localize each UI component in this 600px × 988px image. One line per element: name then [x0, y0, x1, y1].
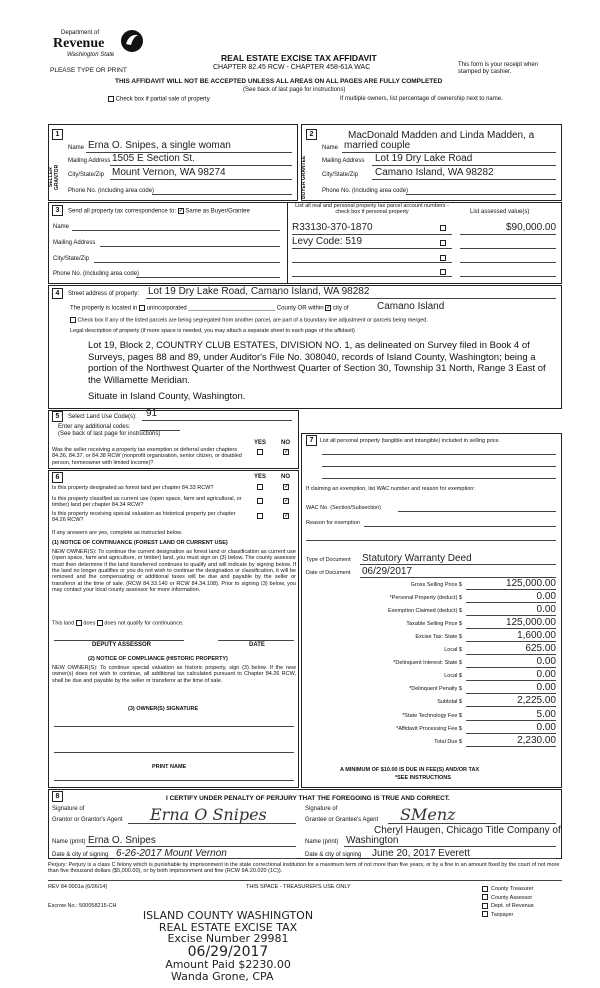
seller-city-label: City/State/Zip — [68, 172, 105, 178]
land-use-value[interactable]: 91 — [146, 408, 158, 419]
parcel-2-personal-checkbox[interactable] — [440, 240, 446, 247]
tax-row-label: *State Technology Fee $ — [402, 712, 462, 719]
doc-date-label: Date of Document — [306, 570, 351, 576]
stamp-line-6: Wanda Grone, CPA — [171, 969, 274, 983]
correspondence-name-label: Name — [53, 224, 70, 230]
distribution-checks — [482, 886, 534, 920]
tax-row-line — [466, 589, 556, 590]
personal-property-label: List all personal property (tangible and intangible) included in selling price. — [320, 438, 501, 444]
same-as-buyer-checkbox[interactable]: ✓ — [178, 208, 184, 214]
sec6-q2-yes[interactable] — [257, 498, 263, 505]
grantor-name-value[interactable]: Erna O. Snipes — [88, 835, 156, 846]
tax-row-value[interactable]: 2,230.00 — [517, 734, 556, 746]
sec6-no-header: NO — [281, 474, 290, 480]
distribution-checkbox[interactable] — [482, 886, 488, 892]
sec6-q1: Is this property designated as forest land per chapter 84.33 RCW? — [52, 485, 214, 491]
partial-sale-checkbox-row[interactable]: Check box if partial sale of property — [108, 96, 210, 103]
wac-label: WAC No. (Section/Subsection) — [306, 505, 381, 511]
parcel-1-value[interactable]: R33130-370-1870 — [292, 222, 373, 233]
sec6-if-yes: If any answers are yes, complete as instructed below. — [52, 530, 183, 536]
additional-codes-label: Enter any additional codes: — [58, 424, 131, 430]
tax-row-value[interactable]: 0.00 — [536, 682, 556, 694]
sec6-q2-no[interactable]: ✓ — [284, 498, 290, 504]
section-8-number: 8 — [52, 791, 63, 802]
stamp-line-3: Excise Number 29981 — [167, 932, 289, 946]
buyer-city-label: City/State/Zip — [322, 172, 359, 178]
date-label: DATE — [249, 642, 265, 648]
tax-row-label: Local $ — [444, 673, 462, 680]
rev-number: REV 84 0001a (6/26/14) — [48, 884, 108, 890]
tax-row-label: *Affidavit Processing Fee $ — [396, 725, 462, 732]
notice2-text: NEW OWNER(S): To continue special valuation as historic property, sign (3) below. If the new owner(s) does not wish to continue, all additional tax calculated pursuant to Chapter 84.26 RCW, shall be due and payable by the seller or transferor at the time of sale. — [52, 665, 296, 684]
perjury-notice: Perjury: Perjury is a class C felony which is punishable by imprisonment in the state correctional institution for a maximum term of not more than five years, or by a fine in an amount fixed by the court of not more than five thousand dollars ($5,000.00), or by both imprisonment and fine (RCW 9A.20.020 (1C)). — [48, 862, 560, 875]
notice1-text: NEW OWNER(S): To continue the current designation as forest land or classification as current use (open space, farm and agriculture, or timber) land, you must sign on (3) below. The county assessor must then determine if the land transferred continues to qualify and will indicate by signing below. If the land no longer qualifies or you do not wish to continue the designation or classification, it will be removed and the compensating or additional taxes will be due and payable by the seller or transferor at the time of sale. (RCW 84.33.140 or RCW 84.34.108). Prior to signing (3) below, you may contact your local county assessor for more information. — [52, 549, 296, 593]
grantor-agent-label: Grantor or Grantor's Agent — [52, 817, 123, 823]
land-use-label: Select Land Use Code(s): — [68, 414, 137, 420]
grantee-agent-label: Grantee or Grantee's Agent — [305, 817, 379, 823]
tax-row-value[interactable]: 0.00 — [536, 721, 556, 733]
sec6-q1-no[interactable]: ✓ — [284, 484, 290, 490]
section-4-number: 4 — [52, 288, 63, 299]
multiple-owners-note: If multiple owners, list percentage of ownership next to name. — [340, 96, 503, 102]
sec6-q3: Is this property receiving special valuation as historical property per chapter 84.26 RCW? — [52, 511, 236, 524]
stamp-line-5: Amount Paid $2230.00 — [165, 958, 291, 972]
buyer-mailing-value[interactable]: Lot 19 Dry Lake Road — [375, 153, 473, 164]
reason-label: Reason for exemption — [306, 520, 360, 526]
parcel-header: List all real and personal property tax parcel account numbers - check box if personal property — [295, 203, 449, 216]
unincorporated-checkbox[interactable] — [139, 305, 145, 311]
treasurer-stamp — [128, 910, 328, 982]
doc-type-value[interactable]: Statutory Warranty Deed — [362, 553, 472, 564]
see-back-note: (See back of last page for instructions) — [243, 87, 346, 93]
section-6-number: 6 — [52, 472, 63, 483]
distribution-check-label: Taxpayer — [491, 911, 514, 918]
sec5-see-back: (See back of last page for instructions) — [58, 431, 161, 437]
tax-row-value[interactable]: 0.00 — [536, 669, 556, 681]
sec6-q3-yes[interactable] — [257, 513, 263, 520]
tax-row-label: *Personal Property (deduct) $ — [389, 595, 462, 602]
sec6-q1-yes[interactable] — [257, 484, 263, 491]
print-name-label: PRINT NAME — [152, 764, 187, 770]
tax-row-label: Exemption Claimed (deduct) $ — [388, 608, 462, 615]
send-correspondence-row: Send all property tax correspondence to: ✓ Same as Buyer/Grantee — [68, 208, 250, 215]
deputy-assessor-label: DEPUTY ASSESSOR — [92, 642, 152, 648]
seller-city-value[interactable]: Mount Vernon, WA 98274 — [112, 167, 226, 178]
escrow-number: Escrow No.: 500058215-CH — [48, 903, 117, 909]
situate-value[interactable]: Situate in Island County, Washington. — [88, 391, 246, 402]
minimum-note: A MINIMUM OF $10.00 IS DUE IN FEE(S) AND/OR TAX — [340, 767, 480, 773]
please-type-label: PLEASE TYPE OR PRINT — [50, 67, 127, 74]
tax-row-label: Local $ — [444, 647, 462, 654]
tax-row-value[interactable]: 2,225.00 — [517, 695, 556, 707]
grantee-signature-label: Signature of — [305, 806, 338, 812]
grantor-name-label: Name (print) — [52, 839, 86, 845]
does-not-checkbox[interactable] — [97, 620, 103, 626]
tax-row-line — [466, 602, 556, 603]
location-row: The property is located in unincorporated __________________________ County OR within ✓ city of — [70, 305, 349, 312]
grantee-signature[interactable]: SMenz — [400, 805, 456, 824]
tax-row-value[interactable]: 125,000.00 — [505, 578, 556, 589]
treasurer-use-label: THIS SPACE - TREASURER'S USE ONLY — [246, 884, 351, 890]
dor-swoosh-icon — [119, 28, 145, 54]
tax-row-label: Taxable Selling Price $ — [406, 621, 462, 628]
buyer-name-value-2[interactable]: married couple — [344, 140, 411, 151]
sec5-yes-checkbox[interactable] — [257, 449, 263, 456]
buyer-city-value[interactable]: Camano Island, WA 98282 — [375, 167, 494, 178]
sec5-yes-header: YES — [254, 440, 267, 446]
owner-signature-label: (3) OWNER(S) SIGNATURE — [128, 706, 199, 712]
boundary-row: Check box if any of the listed parcels are being segregated from another parcel, are part of a boundary line adjustment or parcels being merged. — [70, 317, 428, 324]
tax-row-line — [466, 733, 556, 734]
grantor-signature[interactable]: Erna O Snipes — [150, 805, 267, 824]
notice1-title: (1) NOTICE OF CONTINUANCE (FOREST LAND OR CURRENT USE) — [52, 540, 228, 546]
form-title: REAL ESTATE EXCISE TAX AFFIDAVIT — [221, 53, 377, 63]
doc-type-label: Type of Document — [306, 557, 351, 563]
tax-row-value[interactable]: 0.00 — [536, 591, 556, 603]
section-3-number: 3 — [52, 205, 63, 216]
section-5-number: 5 — [52, 411, 63, 422]
seller-name-label: Name — [68, 145, 85, 151]
city-value[interactable]: Camano Island — [377, 301, 445, 312]
doc-date-value[interactable]: 06/29/2017 — [362, 566, 413, 577]
correspondence-phone-label: Phone No. (including area code) — [53, 271, 140, 277]
stamp-line-2: REAL ESTATE EXCISE TAX — [158, 920, 298, 934]
notice2-title: (2) NOTICE OF COMPLIANCE (HISTORIC PROPERTY) — [88, 656, 228, 662]
grantor-signature-label: Signature of — [52, 806, 85, 812]
tax-row-label: Subtotal $ — [437, 699, 462, 706]
tax-row-line — [466, 654, 556, 655]
this-land-row: This land does does not qualify for continuance. — [52, 620, 184, 627]
sec6-q2: Is this property classified as current use (open space, farm and agricultural, or timber) land per chapter 84.34 RCW? — [52, 496, 242, 509]
tax-row-line — [466, 615, 556, 616]
grantee-name-value-1[interactable]: Cheryl Haugen, Chicago Title Company of — [374, 825, 561, 836]
distribution-check-item[interactable] — [482, 886, 534, 894]
distribution-checkbox[interactable] — [482, 903, 488, 909]
distribution-checkbox[interactable] — [482, 894, 488, 900]
form-subtitle: CHAPTER 82.45 RCW - CHAPTER 458-61A WAC — [213, 64, 371, 71]
tax-row-value[interactable]: 5.00 — [536, 708, 556, 720]
grantee-date-label: Date & city of signing — [305, 852, 362, 858]
buyer-name-value-1[interactable]: MacDonald Madden and Linda Madden, a — [348, 130, 535, 141]
assessed-header: List assessed value(s) — [470, 209, 530, 215]
seller-mailing-value[interactable]: 1505 E Section St. — [112, 153, 195, 164]
sec6-q3-no[interactable]: ✓ — [284, 513, 290, 519]
distribution-check-label: County Treasurer — [491, 886, 534, 893]
tax-row-line — [466, 680, 556, 681]
certify-statement: I CERTIFY UNDER PENALTY OF PERJURY THAT THE FOREGOING IS TRUE AND CORRECT. — [166, 795, 450, 802]
legal-description-value[interactable]: Lot 19, Block 2, COUNTRY CLUB ESTATES, DIVISION NO. 1, as delineated on Survey filed in Book 4 of Surveys, pages 88 and 89, under Auditor's File No. 308040, records of Island County, Washington; being a portion of the Northwest Quarter of the Northwest Quarter of Section 30, Township 31 North, Range 3 East of the Willamette Meridian. — [88, 340, 546, 386]
tax-row-value[interactable]: 1,600.00 — [517, 630, 556, 642]
distribution-check-label: County Assessor — [491, 894, 533, 901]
distribution-checkbox[interactable] — [482, 911, 488, 917]
tax-row-line — [466, 746, 556, 747]
distribution-check-item[interactable] — [482, 903, 534, 911]
tax-row-value[interactable]: 0.00 — [536, 656, 556, 668]
tax-row-label: Gross Selling Price $ — [410, 582, 462, 588]
levy-code-value[interactable]: Levy Code: 519 — [292, 236, 363, 247]
sec5-no-header: NO — [281, 440, 290, 446]
grantee-name-label: Name (print) — [305, 839, 339, 845]
parcel-1-personal-checkbox[interactable] — [440, 225, 446, 232]
exemption-label: If claiming an exemption, list WAC number and reason for exemption: — [306, 486, 475, 492]
grantee-date-value[interactable]: June 20, 2017 Everett — [372, 848, 470, 859]
see-instructions-note: *SEE INSTRUCTIONS — [395, 775, 451, 781]
correspondence-city-label: City/State/Zip — [53, 256, 90, 262]
grantor-date-value[interactable]: 6-26-2017 Mount Vernon — [116, 848, 227, 859]
sec5-no-checkbox[interactable]: ✓ — [284, 449, 290, 455]
seller-mailing-label: Mailing Address — [68, 158, 111, 164]
city-of-checkbox[interactable]: ✓ — [326, 305, 332, 311]
tax-row-line — [466, 706, 556, 707]
seller-grantor-label: SELLER GRANTOR — [48, 164, 60, 190]
revenue-label: Revenue — [53, 36, 105, 51]
tax-row-line — [466, 641, 556, 642]
stamp-line-4: 06/29/2017 — [187, 943, 269, 960]
buyer-phone-label: Phone No. (including area code) — [322, 188, 409, 194]
tax-row-value[interactable]: 125,000.00 — [505, 617, 556, 629]
partial-sale-checkbox[interactable] — [108, 96, 114, 102]
boundary-checkbox[interactable] — [70, 317, 76, 323]
tax-row-value[interactable]: 625.00 — [525, 643, 556, 655]
tax-row-value[interactable]: 0.00 — [536, 604, 556, 616]
washington-state-label: Washington State — [67, 52, 115, 58]
distribution-check-label: Dept. of Revenue — [491, 903, 534, 910]
section-2-number: 2 — [306, 129, 317, 140]
correspondence-mailing-label: Mailing Address — [53, 240, 96, 246]
does-checkbox[interactable] — [76, 620, 82, 626]
tax-row-label: *Delinquent Penalty $ — [409, 686, 462, 693]
dor-logo — [53, 28, 148, 70]
seller-name-value[interactable]: Erna O. Snipes, a single woman — [88, 140, 231, 151]
tax-row-label: *Delinquent Interest: State $ — [393, 660, 462, 667]
legal-description-label: Legal description of property (if more space is needed, you may attach a separate sheet to each page of the affidavit) — [70, 328, 355, 334]
street-address-value[interactable]: Lot 19 Dry Lake Road, Camano Island, WA 98282 — [148, 286, 370, 297]
section-7-number: 7 — [306, 435, 317, 446]
tax-row-line — [466, 693, 556, 694]
assessed-1-value[interactable]: $90,000.00 — [506, 222, 557, 233]
distribution-check-item[interactable] — [482, 911, 534, 919]
warning-banner: THIS AFFIDAVIT WILL NOT BE ACCEPTED UNLESS ALL AREAS ON ALL PAGES ARE FULLY COMPLETED — [115, 78, 443, 85]
buyer-mailing-label: Mailing Address — [322, 158, 365, 164]
tax-row-label: Total Due $ — [434, 738, 462, 745]
sec5-question: Was the seller receiving a property tax exemption or deferral under chapters 84.36, 84.37, or 84.38 RCW (nonprofit organization, senior citizen, or disabled person, homeowner with limited income)? — [52, 447, 242, 466]
tax-row-label: Excise Tax: State $ — [415, 634, 462, 641]
street-address-label: Street address of property: — [68, 291, 140, 297]
tax-row-line — [466, 720, 556, 721]
dept-of-label: Department of — [61, 30, 100, 36]
buyer-grantee-label: BUYER GRANTEE — [301, 155, 307, 199]
tax-row-line — [466, 667, 556, 668]
buyer-name-label: Name — [322, 145, 339, 151]
grantee-name-value-2[interactable]: Washington — [346, 835, 399, 846]
stamp-line-1: ISLAND COUNTY WASHINGTON — [142, 909, 314, 922]
section-1-number: 1 — [52, 129, 63, 140]
sec6-yes-header: YES — [254, 474, 267, 480]
seller-phone-label: Phone No. (including area code) — [68, 188, 155, 194]
receipt-note: This form is your receipt when stamped by cashier. — [458, 62, 539, 75]
distribution-check-item[interactable] — [482, 894, 534, 902]
grantor-date-label: Date & city of signing — [52, 852, 109, 858]
tax-row-line — [466, 628, 556, 629]
